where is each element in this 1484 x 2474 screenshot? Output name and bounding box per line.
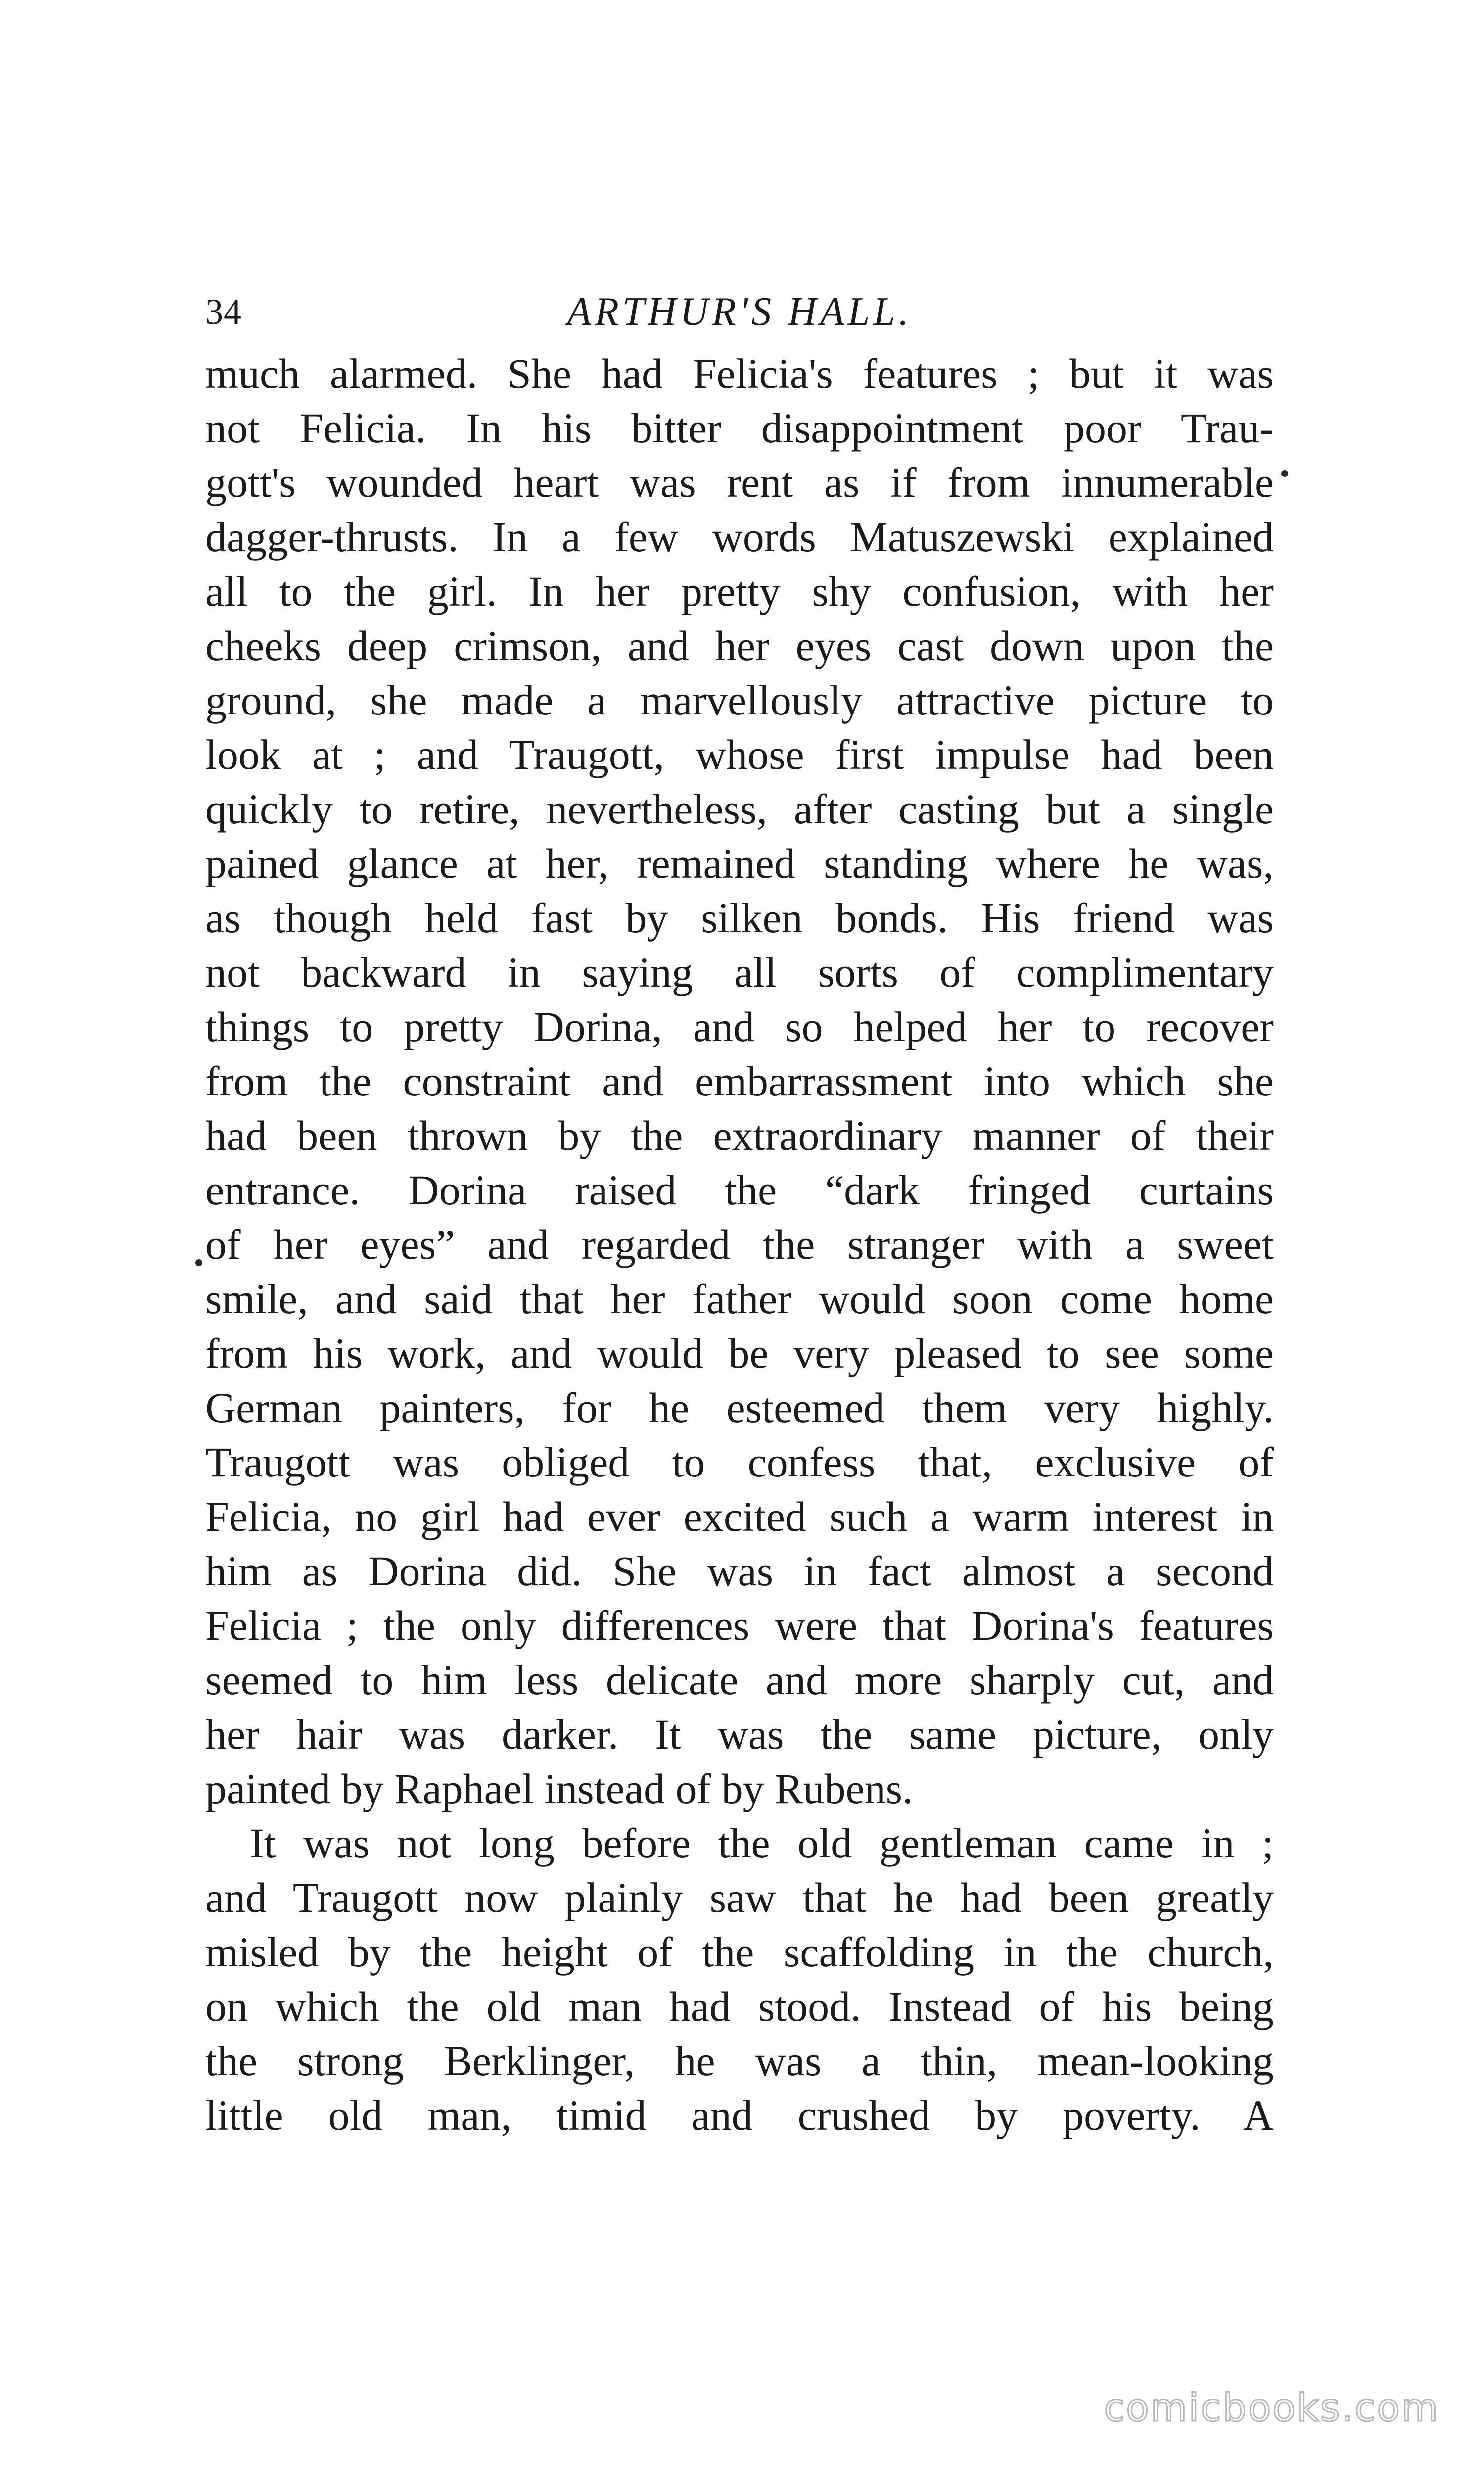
watermark: comicbooks.com [1104,2385,1439,2429]
text-line: little old man, timid and crushed by poverty. A [205,2092,1274,2139]
text-line: and Traugott now plainly saw that he had been greatly [205,1874,1274,1921]
text-line: Felicia, no girl had ever excited such a warm interest in [205,1493,1274,1540]
text-line: misled by the height of the scaffolding in the church, [205,1928,1274,1976]
page-number: 34 [205,292,242,332]
text-line: gott's wounded heart was rent as if from innumerable [205,459,1274,506]
text-line: much alarmed. She had Felicia's features ; but it was [205,350,1274,397]
text-line: on which the old man had stood. Instead of his being [205,1983,1274,2030]
page-header-title: ARTHUR'S HALL. [567,290,912,333]
ink-speck [1281,470,1288,477]
text-line: not Felicia. In his bitter disappointment poor Trau- [205,404,1274,452]
text-line: from the constraint and embarrassment into which she [205,1057,1274,1105]
text-line: things to pretty Dorina, and so helped her to recover [205,1003,1274,1050]
text-line: her hair was darker. It was the same picture, only [205,1711,1274,1758]
text-line: had been thrown by the extraordinary manner of their [205,1112,1274,1159]
ink-speck [195,1259,202,1266]
text-line: him as Dorina did. She was in fact almost a second [205,1547,1274,1595]
text-line: smile, and said that her father would soon come home [205,1275,1274,1323]
text-line: look at ; and Traugott, whose first impulse had been [205,731,1274,778]
text-line: cheeks deep crimson, and her eyes cast down upon the [205,622,1274,669]
text-line: German painters, for he esteemed them very highly. [205,1384,1274,1431]
text-line: ground, she made a marvellously attractive picture to [205,676,1274,724]
text-line: all to the girl. In her pretty shy confusion, with her [205,568,1274,615]
body-text [205,346,1274,2142]
text-line: quickly to retire, nevertheless, after casting but a single [205,785,1274,833]
text-line: from his work, and would be very pleased to see some [205,1330,1274,1377]
text-line: as though held fast by silken bonds. His friend was [205,894,1274,942]
text-line: not backward in saying all sorts of complimentary [205,949,1274,996]
text-line: the strong Berklinger, he was a thin, mean-looking [205,2037,1274,2085]
text-line: dagger-thrusts. In a few words Matuszewski explained [205,513,1274,561]
running-head [205,285,1274,339]
text-line: entrance. Dorina raised the “dark fringed curtains [205,1166,1274,1214]
text-line: Traugott was obliged to confess that, exclusive of [205,1438,1274,1486]
paragraph-first-line: It was not long before the old gentleman came in ; [250,1819,1274,1867]
text-line: Felicia ; the only differences were that Dorina's features [205,1602,1274,1649]
paragraph-last-line: painted by Raphael instead of by Rubens. [205,1765,913,1812]
text-line: pained glance at her, remained standing where he was, [205,840,1274,887]
text-line: seemed to him less delicate and more sharply cut, and [205,1656,1274,1704]
text-line: of her eyes” and regarded the stranger with a sweet [205,1221,1274,1268]
